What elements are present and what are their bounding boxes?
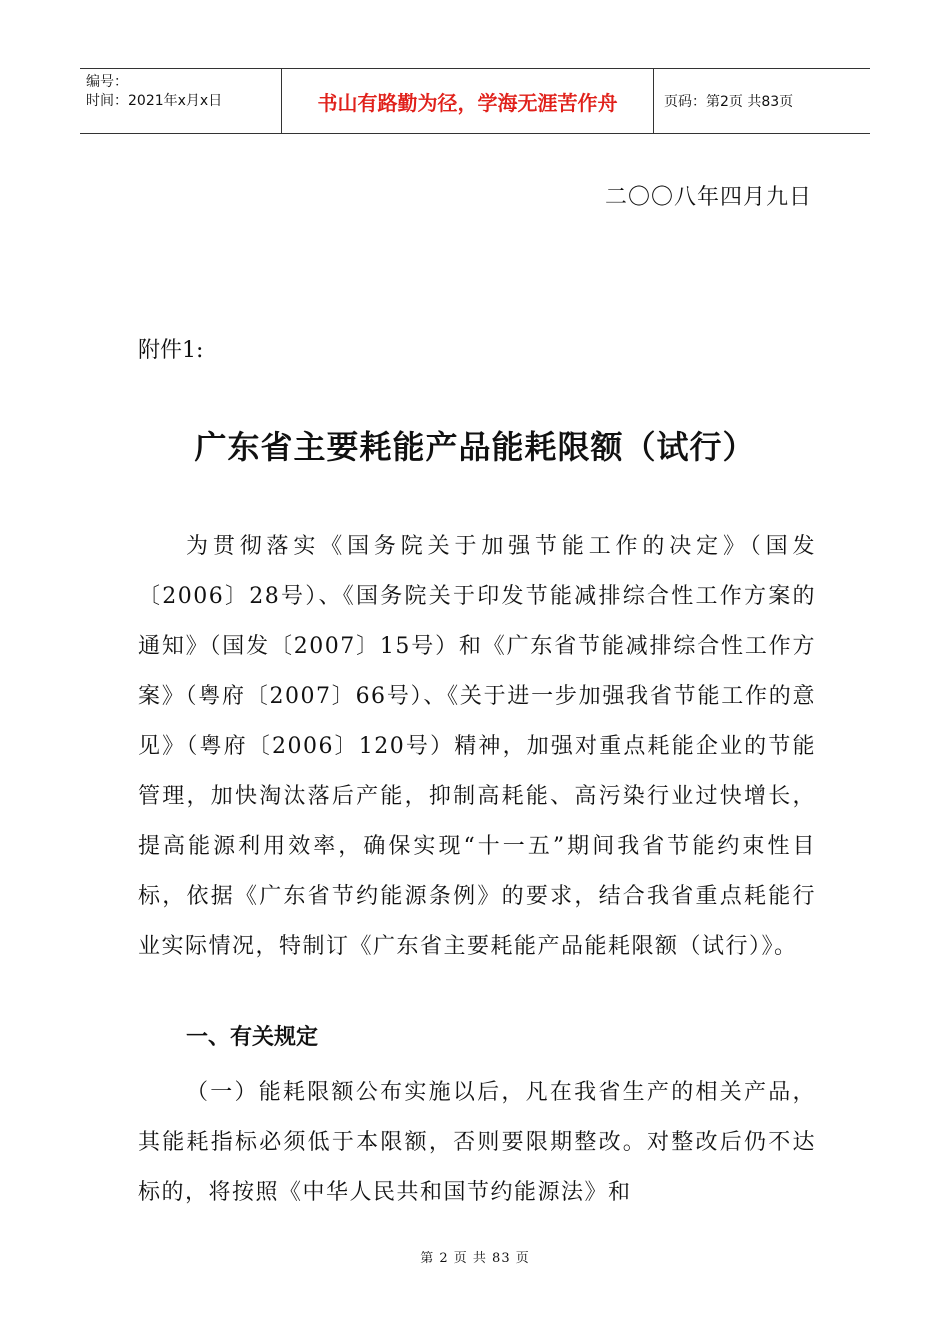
header-meta <box>80 69 282 133</box>
attachment-label: 附件1: <box>138 338 204 363</box>
header-motto: 书山有路勤为径，学海无涯苦作舟 <box>282 69 654 133</box>
document-title: 广东省主要耗能产品能耗限额（试行） <box>194 428 756 466</box>
page-header <box>80 68 870 134</box>
page-footer: 第 2 页 共 83 页 <box>420 1251 530 1266</box>
section-heading: 一、有关规定 <box>186 1025 319 1050</box>
time-label: 时间：2021年x月x日 <box>86 93 223 109</box>
serial-label: 编号： <box>86 74 128 90</box>
intro-paragraph: 为贯彻落实《国务院关于加强节能工作的决定》（国发〔2006〕28号）、《国务院关于印发节能减排综合性工作方案的通知》（国发〔2007〕15号）和《广东省节能减排综合性工作方案》（粤府〔2007〕66号）、《关于进一步加强我省节能工作的意见》（粤府〔2006〕120号）精神，加强对重点耗能企业的节能管理，加快淘汰落后产能，抑制高耗能、高污染行业过快增长，提高能源利用效率，确保实现“十一五”期间我省节能约束性目标，依据《广东省节约能源条例》的要求，结合我省重点耗能行业实际情况，特制订《广东省主要耗能产品能耗限额（试行）》。 <box>138 534 816 959</box>
document-date: 二〇〇八年四月九日 <box>604 185 812 210</box>
header-page-info: 页码：第2页 共83页 <box>664 94 794 110</box>
section-paragraph: （一）能耗限额公布实施以后，凡在我省生产的相关产品，其能耗指标必须低于本限额，否则要限期整改。对整改后仍不达标的，将按照《中华人民共和国节约能源法》和 <box>138 1080 816 1205</box>
